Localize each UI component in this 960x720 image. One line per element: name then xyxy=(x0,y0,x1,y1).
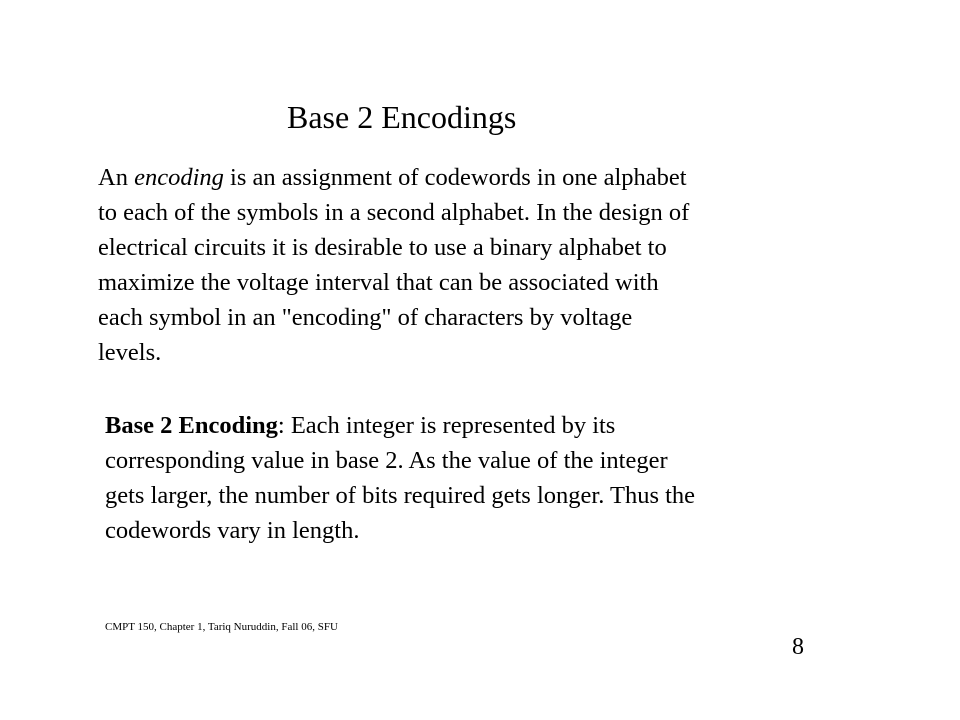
text-line: levels. xyxy=(98,339,162,366)
text-span: An xyxy=(98,164,135,191)
text-line: to each of the symbols in a second alphabet. In the design of xyxy=(98,199,690,226)
slide-title: Base 2 Encodings xyxy=(287,99,517,135)
emphasis-text: encoding xyxy=(134,164,224,191)
text-line: gets larger, the number of bits required gets longer. Thus the xyxy=(105,482,696,509)
text-span: : Each integer is represented by its xyxy=(277,412,616,439)
text-line: codewords vary in length. xyxy=(105,517,360,544)
bold-term: Base 2 Encoding xyxy=(105,412,278,439)
slide-footer: CMPT 150, Chapter 1, Tariq Nuruddin, Fall 06, SFU xyxy=(105,621,338,633)
text-line: corresponding value in base 2. As the value of the integer xyxy=(105,447,668,474)
text-span: is an assignment of codewords in one alphabet xyxy=(223,164,687,191)
text-line: maximize the voltage interval that can be associated with xyxy=(98,269,659,296)
paragraph-base2-encoding xyxy=(105,408,825,548)
text-line xyxy=(98,160,798,195)
text-line xyxy=(105,408,825,443)
text-line: each symbol in an "encoding" of characters by voltage xyxy=(98,304,633,331)
page-number: 8 xyxy=(792,634,804,660)
text-line: electrical circuits it is desirable to use a binary alphabet to xyxy=(98,234,667,261)
paragraph-encoding-definition xyxy=(98,160,798,370)
